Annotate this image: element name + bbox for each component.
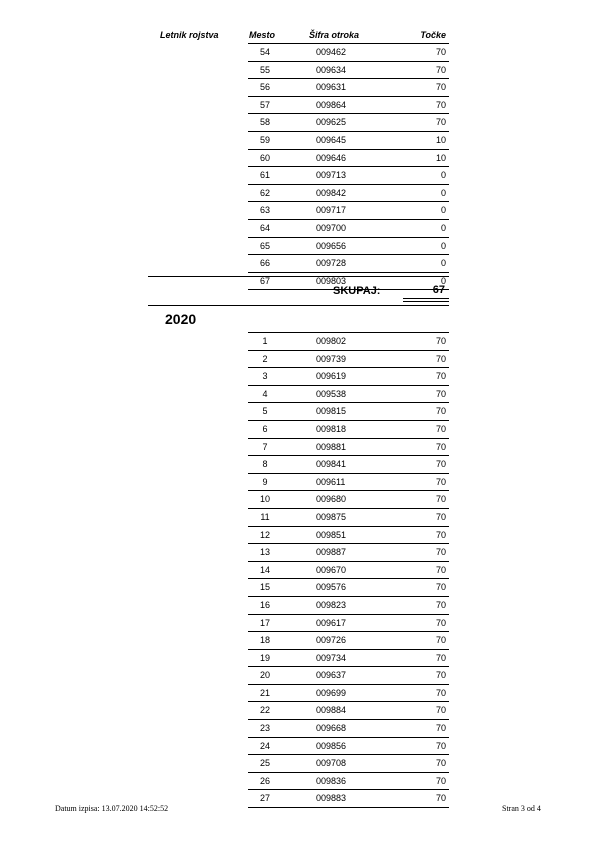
row-place: 64 — [259, 222, 270, 233]
table-row — [248, 97, 449, 115]
row-child-code: 009884 — [316, 705, 347, 716]
row-child-code: 009841 — [316, 459, 347, 470]
row-place: 24 — [259, 740, 270, 751]
row-child-code: 009883 — [316, 793, 347, 804]
row-child-code: 009668 — [316, 723, 347, 734]
results-table-2020 — [248, 332, 449, 808]
row-place: 9 — [262, 476, 268, 487]
row-points: 70 — [435, 793, 446, 804]
total-underline-1 — [403, 298, 449, 299]
row-child-code: 009656 — [316, 240, 347, 251]
row-place: 62 — [259, 187, 270, 198]
row-place: 59 — [259, 134, 270, 145]
row-child-code: 009728 — [316, 258, 347, 269]
results-table-previous-year — [248, 43, 449, 290]
total-bottom-divider — [148, 305, 449, 306]
row-child-code: 009670 — [316, 564, 347, 575]
row-child-code: 009726 — [316, 635, 347, 646]
row-place: 8 — [262, 459, 268, 470]
row-child-code: 009815 — [316, 406, 347, 417]
row-place: 16 — [259, 599, 270, 610]
row-points: 70 — [435, 529, 446, 540]
row-place: 65 — [259, 240, 270, 251]
table-row — [248, 491, 449, 509]
row-place: 25 — [259, 758, 270, 769]
table-row — [248, 332, 449, 351]
table-row — [248, 632, 449, 650]
table-row — [248, 456, 449, 474]
row-points: 70 — [435, 511, 446, 522]
row-child-code: 009802 — [316, 336, 347, 346]
row-place: 56 — [259, 82, 270, 93]
table-row — [248, 544, 449, 562]
table-row — [248, 351, 449, 369]
total-underline-2 — [403, 301, 449, 302]
table-row — [248, 114, 449, 132]
row-points: 0 — [440, 170, 446, 181]
row-points: 70 — [435, 687, 446, 698]
table-row — [248, 421, 449, 439]
row-place: 55 — [259, 64, 270, 75]
column-header-place: Mesto — [249, 30, 276, 40]
table-row — [248, 202, 449, 220]
row-place: 67 — [259, 275, 270, 286]
row-place: 1 — [262, 336, 268, 346]
row-points: 10 — [435, 152, 446, 163]
row-points: 70 — [435, 476, 446, 487]
table-row — [248, 403, 449, 421]
table-row — [248, 474, 449, 492]
row-child-code: 009634 — [316, 64, 347, 75]
table-row — [248, 790, 449, 808]
column-header-points: Točke — [420, 30, 446, 40]
table-row — [248, 579, 449, 597]
row-place: 60 — [259, 152, 270, 163]
row-child-code: 009881 — [316, 441, 347, 452]
table-row — [248, 562, 449, 580]
row-points: 70 — [435, 723, 446, 734]
row-place: 26 — [259, 775, 270, 786]
row-points: 70 — [435, 353, 446, 364]
row-place: 61 — [259, 170, 270, 181]
row-points: 70 — [435, 652, 446, 663]
row-child-code: 009818 — [316, 423, 347, 434]
row-child-code: 009625 — [316, 117, 347, 128]
row-place: 13 — [259, 547, 270, 558]
row-points: 70 — [435, 775, 446, 786]
row-points: 70 — [435, 599, 446, 610]
year-section-title: 2020 — [165, 311, 197, 327]
row-place: 7 — [262, 441, 268, 452]
row-points: 70 — [435, 406, 446, 417]
row-points: 70 — [435, 117, 446, 128]
row-child-code: 009700 — [316, 222, 347, 233]
row-child-code: 009645 — [316, 134, 347, 145]
table-row — [248, 439, 449, 457]
row-points: 70 — [435, 459, 446, 470]
row-points: 70 — [435, 635, 446, 646]
row-child-code: 009842 — [316, 187, 347, 198]
table-row — [248, 43, 449, 62]
row-child-code: 009708 — [316, 758, 347, 769]
table-row — [248, 386, 449, 404]
row-child-code: 009631 — [316, 82, 347, 93]
row-points: 70 — [435, 64, 446, 75]
row-points: 70 — [435, 617, 446, 628]
row-place: 22 — [259, 705, 270, 716]
row-points: 70 — [435, 740, 446, 751]
table-row — [248, 62, 449, 80]
row-child-code: 009637 — [316, 670, 347, 681]
total-value: 67 — [432, 284, 445, 296]
row-place: 3 — [262, 371, 268, 382]
row-points: 70 — [435, 388, 446, 399]
row-points: 0 — [440, 205, 446, 216]
total-label: SKUPAJ: — [333, 285, 381, 297]
table-row — [248, 702, 449, 720]
page-info: Stran 3 od 4 — [502, 804, 541, 813]
row-place: 2 — [262, 353, 268, 364]
row-points: 70 — [435, 758, 446, 769]
row-place: 58 — [259, 117, 270, 128]
row-child-code: 009803 — [316, 275, 347, 286]
column-header-child-code: Šifra otroka — [309, 30, 360, 40]
row-child-code: 009864 — [316, 99, 347, 110]
row-place: 57 — [259, 99, 270, 110]
row-points: 70 — [435, 82, 446, 93]
row-place: 5 — [262, 406, 268, 417]
row-place: 12 — [259, 529, 270, 540]
row-place: 14 — [259, 564, 270, 575]
row-place: 66 — [259, 258, 270, 269]
row-child-code: 009646 — [316, 152, 347, 163]
table-row — [248, 132, 449, 150]
row-place: 4 — [262, 388, 268, 399]
row-child-code: 009887 — [316, 547, 347, 558]
table-row — [248, 667, 449, 685]
table-row — [248, 738, 449, 756]
row-child-code: 009462 — [316, 47, 347, 57]
row-place: 21 — [259, 687, 270, 698]
table-row — [248, 220, 449, 238]
row-points: 0 — [440, 222, 446, 233]
row-place: 15 — [259, 582, 270, 593]
row-child-code: 009856 — [316, 740, 347, 751]
row-points: 70 — [435, 336, 446, 346]
table-row — [248, 79, 449, 97]
print-date: Datum izpisa: 13.07.2020 14:52:52 — [55, 804, 169, 813]
table-row — [248, 167, 449, 185]
row-child-code: 009611 — [316, 476, 346, 487]
row-child-code: 009617 — [316, 617, 347, 628]
row-child-code: 009823 — [316, 599, 347, 610]
table-row — [248, 150, 449, 168]
row-place: 17 — [259, 617, 270, 628]
row-child-code: 009851 — [316, 529, 347, 540]
row-points: 70 — [435, 705, 446, 716]
row-points: 70 — [435, 494, 446, 505]
row-points: 0 — [440, 187, 446, 198]
row-points: 70 — [435, 564, 446, 575]
row-child-code: 009734 — [316, 652, 347, 663]
row-place: 20 — [259, 670, 270, 681]
row-child-code: 009836 — [316, 775, 347, 786]
column-header-birth-year: Letnik rojstva — [160, 30, 219, 40]
table-row — [248, 773, 449, 791]
row-child-code: 009717 — [316, 205, 347, 216]
total-top-divider — [148, 276, 449, 277]
row-place: 27 — [259, 793, 270, 804]
row-points: 70 — [435, 47, 446, 57]
row-place: 54 — [259, 47, 270, 57]
table-row — [248, 185, 449, 203]
row-place: 10 — [259, 494, 270, 505]
row-child-code: 009576 — [316, 582, 347, 593]
row-points: 70 — [435, 547, 446, 558]
row-child-code: 009713 — [316, 170, 347, 181]
table-row — [248, 720, 449, 738]
table-row — [248, 755, 449, 773]
row-place: 23 — [259, 723, 270, 734]
row-child-code: 009739 — [316, 353, 347, 364]
table-row — [248, 368, 449, 386]
row-points: 70 — [435, 441, 446, 452]
table-row — [248, 527, 449, 545]
table-row — [248, 615, 449, 633]
table-row — [248, 650, 449, 668]
row-points: 0 — [440, 240, 446, 251]
row-points: 0 — [440, 275, 446, 286]
row-child-code: 009619 — [316, 371, 347, 382]
row-place: 6 — [262, 423, 268, 434]
row-points: 10 — [435, 134, 446, 145]
row-points: 70 — [435, 582, 446, 593]
table-row — [248, 255, 449, 273]
row-child-code: 009680 — [316, 494, 347, 505]
row-place: 11 — [260, 511, 270, 522]
table-row — [248, 685, 449, 703]
row-points: 0 — [440, 258, 446, 269]
row-child-code: 009538 — [316, 388, 347, 399]
table-row — [248, 238, 449, 256]
row-points: 70 — [435, 99, 446, 110]
row-place: 18 — [259, 635, 270, 646]
row-points: 70 — [435, 423, 446, 434]
row-place: 19 — [259, 652, 270, 663]
row-child-code: 009699 — [316, 687, 347, 698]
table-row — [248, 597, 449, 615]
row-place: 63 — [259, 205, 270, 216]
table-row — [248, 509, 449, 527]
row-child-code: 009875 — [316, 511, 347, 522]
row-points: 70 — [435, 371, 446, 382]
row-points: 70 — [435, 670, 446, 681]
